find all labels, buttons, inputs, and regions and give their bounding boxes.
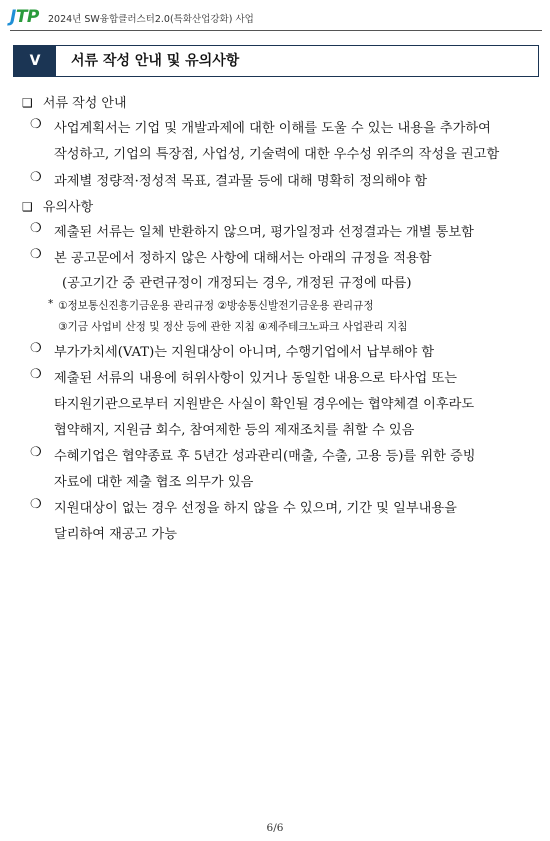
section-title-bar: [13, 45, 539, 77]
item-text-line: 지원대상이 없는 경우 선정을 하지 않을 수 있으며, 기간 및 일부내용을: [54, 501, 457, 516]
regulation-note-line: ③기금 사업비 산정 및 정산 등에 관한 지침 ④제주테크노파크 사업관리 지침: [58, 321, 408, 333]
list-item: [30, 497, 457, 516]
item-text-line: 수혜기업은 협약종료 후 5년간 성과관리(매출, 수출, 고용 등)를 위한 증빙: [54, 449, 476, 464]
item-text-line: 제출된 서류는 일체 반환하지 않으며, 평가일정과 선정결과는 개별 통보함: [54, 225, 474, 240]
regulation-note-marker: *: [48, 298, 54, 310]
list-item: [30, 445, 476, 464]
subsection-heading: [22, 92, 127, 111]
document-header: [10, 6, 542, 30]
subsection-heading: [22, 196, 93, 215]
item-text-line: 제출된 서류의 내용에 허위사항이 있거나 동일한 내용으로 타사업 또는: [54, 371, 457, 386]
page-number: 6/6: [266, 822, 284, 834]
circle-bullet-icon: ❍: [30, 341, 42, 356]
item-text-line: 자료에 대한 제출 협조 의무가 있음: [54, 475, 254, 490]
item-text-line: 협약해지, 지원금 회수, 참여제한 등의 제재조치를 취할 수 있음: [54, 423, 415, 438]
circle-bullet-icon: ❍: [30, 445, 42, 460]
square-bullet-icon: ❑: [22, 200, 33, 214]
subsection-title: 서류 작성 안내: [42, 96, 127, 111]
circle-bullet-icon: ❍: [30, 367, 42, 382]
list-item: [30, 247, 432, 266]
item-text-line: 본 공고문에서 정하지 않은 사항에 대해서는 아래의 규정을 적용함: [54, 251, 432, 266]
item-text-line: 타지원기관으로부터 지원받은 사실이 확인될 경우에는 협약체결 이후라도: [54, 397, 475, 412]
list-item: [30, 367, 457, 386]
item-text-line: 과제별 정량적·정성적 목표, 결과물 등에 대해 명확히 정의해야 함: [54, 174, 428, 189]
item-text-line: 작성하고, 기업의 특장점, 사업성, 기술력에 대한 우수성 위주의 작성을 권고함: [54, 147, 500, 162]
section-title: 서류 작성 안내 및 유의사항: [71, 53, 240, 69]
circle-bullet-icon: ❍: [30, 117, 42, 132]
item-text-line: 부가가치세(VAT)는 지원대상이 아니며, 수행기업에서 납부해야 함: [54, 345, 435, 360]
list-item: [30, 117, 491, 136]
header-divider: [10, 30, 542, 31]
circle-bullet-icon: ❍: [30, 170, 42, 185]
list-item: [30, 221, 474, 240]
subsection-title: 유의사항: [42, 200, 94, 215]
jtp-logo: JTP: [10, 7, 39, 27]
square-bullet-icon: ❑: [22, 96, 33, 110]
list-item: [30, 341, 435, 360]
program-title: 2024년 SW융합클러스터2.0(특화산업강화) 사업: [48, 14, 254, 25]
circle-bullet-icon: ❍: [30, 221, 42, 236]
circle-bullet-icon: ❍: [30, 497, 42, 512]
item-text-line: (공고기간 중 관련규정이 개정되는 경우, 개정된 규정에 따름): [62, 276, 412, 291]
regulation-note-line: ①정보통신진흥기금운용 관리규정 ②방송통신발전기금운용 관리규정: [58, 300, 374, 312]
item-text-line: 달리하여 재공고 가능: [54, 527, 178, 542]
section-number: V: [14, 46, 56, 76]
circle-bullet-icon: ❍: [30, 247, 42, 262]
item-text-line: 사업계획서는 기업 및 개발과제에 대한 이해를 도울 수 있는 내용을 추가하여: [54, 121, 491, 136]
list-item: [30, 170, 428, 189]
